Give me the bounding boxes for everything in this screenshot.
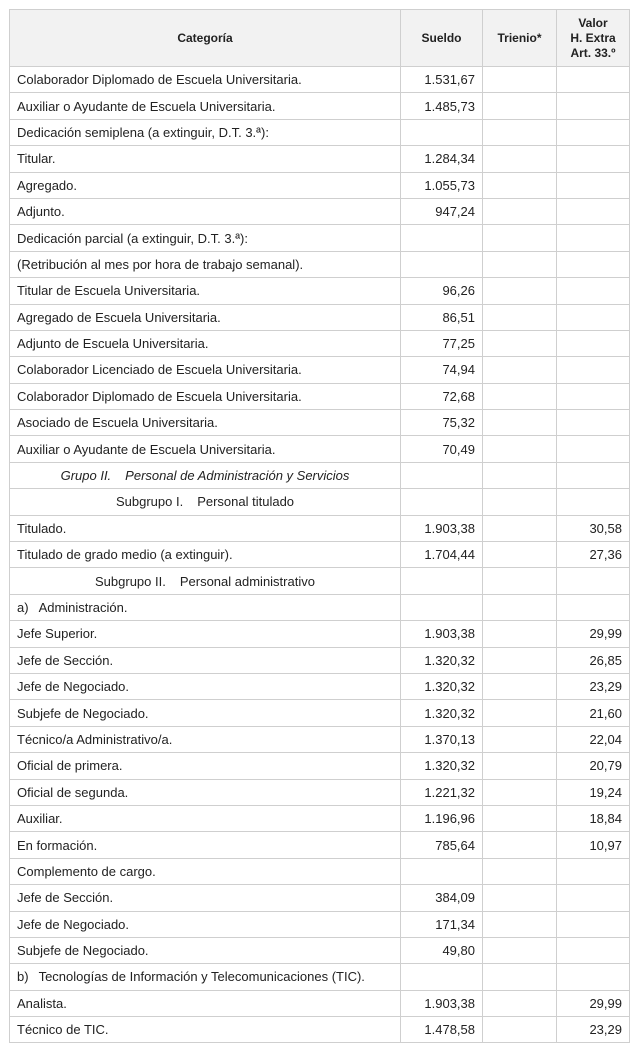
cell-categoria: Titular. (10, 146, 401, 172)
cell-trienio (483, 436, 557, 462)
cell-valor-hora-extra (557, 278, 630, 304)
cell-valor-hora-extra (557, 937, 630, 963)
cell-valor-hora-extra: 29,99 (557, 621, 630, 647)
cell-valor-hora-extra (557, 251, 630, 277)
cell-categoria: Agregado. (10, 172, 401, 198)
cell-categoria: Agregado de Escuela Universitaria. (10, 304, 401, 330)
cell-categoria (10, 594, 401, 620)
table-row (10, 119, 630, 145)
cell-valor-hora-extra (557, 198, 630, 224)
cell-categoria (10, 568, 401, 594)
section-heading-row (10, 594, 630, 620)
cell-valor-hora-extra (557, 911, 630, 937)
cell-sueldo: 1.485,73 (401, 93, 483, 119)
cell-trienio (483, 462, 557, 488)
table-row (10, 726, 630, 752)
cell-categoria: Subjefe de Negociado. (10, 700, 401, 726)
subgroup-heading-row (10, 489, 630, 515)
cell-sueldo (401, 225, 483, 251)
header-row (10, 10, 630, 67)
cell-sueldo (401, 489, 483, 515)
cell-sueldo (401, 119, 483, 145)
cell-categoria: Auxiliar o Ayudante de Escuela Universitaria. (10, 93, 401, 119)
cell-categoria: Jefe Superior. (10, 621, 401, 647)
cell-valor-hora-extra (557, 462, 630, 488)
cell-valor-hora-extra: 23,29 (557, 673, 630, 699)
table-row (10, 885, 630, 911)
cell-valor-hora-extra: 23,29 (557, 1017, 630, 1043)
cell-valor-hora-extra (557, 67, 630, 93)
cell-valor-hora-extra (557, 885, 630, 911)
cell-sueldo: 1.221,32 (401, 779, 483, 805)
cell-sueldo: 1.903,38 (401, 515, 483, 541)
cell-trienio (483, 542, 557, 568)
cell-sueldo: 1.370,13 (401, 726, 483, 752)
heading-title: Personal de Administración y Servicios (125, 468, 350, 484)
table-row (10, 805, 630, 831)
table-body (10, 67, 630, 1043)
table-row (10, 990, 630, 1016)
cell-sueldo (401, 251, 483, 277)
cell-trienio (483, 594, 557, 620)
cell-trienio (483, 726, 557, 752)
table-row (10, 330, 630, 356)
cell-categoria: Subjefe de Negociado. (10, 937, 401, 963)
cell-valor-hora-extra: 22,04 (557, 726, 630, 752)
cell-categoria: Colaborador Diplomado de Escuela Universitaria. (10, 67, 401, 93)
header-sueldo: Sueldo (401, 10, 483, 67)
cell-sueldo: 171,34 (401, 911, 483, 937)
table-row (10, 1017, 630, 1043)
cell-trienio (483, 937, 557, 963)
cell-trienio (483, 225, 557, 251)
table-row (10, 198, 630, 224)
cell-valor-hora-extra (557, 383, 630, 409)
cell-sueldo: 1.320,32 (401, 753, 483, 779)
cell-trienio (483, 278, 557, 304)
cell-valor-hora-extra: 10,97 (557, 832, 630, 858)
cell-trienio (483, 383, 557, 409)
cell-sueldo: 1.320,32 (401, 700, 483, 726)
cell-trienio (483, 673, 557, 699)
header-valor-hora-extra: Valor H. Extra Art. 33.º (557, 10, 630, 67)
cell-valor-hora-extra (557, 568, 630, 594)
cell-trienio (483, 885, 557, 911)
cell-trienio (483, 779, 557, 805)
cell-sueldo: 96,26 (401, 278, 483, 304)
cell-valor-hora-extra: 30,58 (557, 515, 630, 541)
cell-sueldo: 1.320,32 (401, 647, 483, 673)
cell-trienio (483, 621, 557, 647)
table-row (10, 357, 630, 383)
cell-sueldo: 384,09 (401, 885, 483, 911)
cell-trienio (483, 304, 557, 330)
cell-valor-hora-extra: 21,60 (557, 700, 630, 726)
table-row (10, 146, 630, 172)
cell-sueldo: 70,49 (401, 436, 483, 462)
cell-categoria (10, 489, 401, 515)
cell-categoria: Titulado. (10, 515, 401, 541)
cell-sueldo: 1.055,73 (401, 172, 483, 198)
cell-sueldo: 77,25 (401, 330, 483, 356)
cell-trienio (483, 858, 557, 884)
cell-sueldo: 1.196,96 (401, 805, 483, 831)
cell-sueldo: 1.320,32 (401, 673, 483, 699)
cell-categoria: Técnico/a Administrativo/a. (10, 726, 401, 752)
table-row (10, 436, 630, 462)
cell-sueldo: 1.903,38 (401, 621, 483, 647)
cell-categoria: En formación. (10, 832, 401, 858)
subgroup-heading-row (10, 568, 630, 594)
cell-sueldo: 1.284,34 (401, 146, 483, 172)
table-row (10, 410, 630, 436)
heading-label: Subgrupo I. (115, 494, 184, 510)
cell-sueldo: 1.903,38 (401, 990, 483, 1016)
cell-sueldo: 49,80 (401, 937, 483, 963)
cell-valor-hora-extra (557, 330, 630, 356)
cell-categoria: Auxiliar. (10, 805, 401, 831)
heading-title: Personal administrativo (179, 573, 315, 589)
header-categoria: Categoría (10, 10, 401, 67)
cell-trienio (483, 990, 557, 1016)
cell-trienio (483, 647, 557, 673)
cell-valor-hora-extra: 29,99 (557, 990, 630, 1016)
cell-trienio (483, 753, 557, 779)
cell-categoria: Asociado de Escuela Universitaria. (10, 410, 401, 436)
cell-categoria: Dedicación semiplena (a extinguir, D.T. 3.ª): (10, 119, 401, 145)
cell-trienio (483, 357, 557, 383)
cell-trienio (483, 410, 557, 436)
cell-trienio (483, 330, 557, 356)
cell-valor-hora-extra (557, 119, 630, 145)
cell-categoria: Titular de Escuela Universitaria. (10, 278, 401, 304)
cell-sueldo (401, 568, 483, 594)
table-row (10, 779, 630, 805)
table-row (10, 700, 630, 726)
cell-trienio (483, 1017, 557, 1043)
cell-trienio (483, 515, 557, 541)
cell-trienio (483, 146, 557, 172)
cell-valor-hora-extra (557, 146, 630, 172)
cell-valor-hora-extra (557, 594, 630, 620)
cell-trienio (483, 964, 557, 990)
cell-categoria: Colaborador Diplomado de Escuela Universitaria. (10, 383, 401, 409)
heading-title: Tecnologías de Información y Telecomunicaciones (TIC). (38, 969, 365, 985)
table-row (10, 383, 630, 409)
table-row (10, 172, 630, 198)
cell-sueldo (401, 462, 483, 488)
table-row (10, 67, 630, 93)
cell-sueldo: 72,68 (401, 383, 483, 409)
cell-sueldo: 785,64 (401, 832, 483, 858)
table-row (10, 753, 630, 779)
cell-valor-hora-extra (557, 964, 630, 990)
cell-categoria (10, 462, 401, 488)
cell-trienio (483, 198, 557, 224)
cell-valor-hora-extra: 19,24 (557, 779, 630, 805)
cell-categoria: Adjunto. (10, 198, 401, 224)
table-row (10, 832, 630, 858)
cell-valor-hora-extra (557, 410, 630, 436)
cell-trienio (483, 911, 557, 937)
cell-valor-hora-extra: 27,36 (557, 542, 630, 568)
group-heading-row (10, 462, 630, 488)
cell-sueldo (401, 594, 483, 620)
cell-valor-hora-extra (557, 172, 630, 198)
cell-valor-hora-extra (557, 489, 630, 515)
cell-sueldo (401, 964, 483, 990)
cell-categoria (10, 964, 401, 990)
cell-categoria: Jefe de Sección. (10, 885, 401, 911)
cell-valor-hora-extra (557, 225, 630, 251)
cell-sueldo: 86,51 (401, 304, 483, 330)
table-row (10, 937, 630, 963)
cell-trienio (483, 172, 557, 198)
cell-categoria: Colaborador Licenciado de Escuela Universitaria. (10, 357, 401, 383)
cell-valor-hora-extra: 18,84 (557, 805, 630, 831)
heading-label: Grupo II. (60, 468, 112, 484)
cell-sueldo: 75,32 (401, 410, 483, 436)
cell-valor-hora-extra (557, 93, 630, 119)
cell-categoria: Titulado de grado medio (a extinguir). (10, 542, 401, 568)
heading-label: a) (17, 600, 29, 615)
cell-categoria: (Retribución al mes por hora de trabajo semanal). (10, 251, 401, 277)
header-trienio: Trienio* (483, 10, 557, 67)
cell-valor-hora-extra: 26,85 (557, 647, 630, 673)
heading-title: Personal titulado (197, 494, 295, 510)
cell-trienio (483, 805, 557, 831)
cell-categoria: Auxiliar o Ayudante de Escuela Universitaria. (10, 436, 401, 462)
cell-trienio (483, 700, 557, 726)
cell-categoria: Jefe de Negociado. (10, 673, 401, 699)
cell-categoria: Adjunto de Escuela Universitaria. (10, 330, 401, 356)
cell-trienio (483, 119, 557, 145)
table-row (10, 858, 630, 884)
cell-sueldo: 1.704,44 (401, 542, 483, 568)
table-row (10, 673, 630, 699)
cell-categoria: Analista. (10, 990, 401, 1016)
cell-trienio (483, 832, 557, 858)
cell-trienio (483, 489, 557, 515)
cell-sueldo: 947,24 (401, 198, 483, 224)
table-row (10, 93, 630, 119)
cell-categoria: Oficial de primera. (10, 753, 401, 779)
cell-sueldo: 1.478,58 (401, 1017, 483, 1043)
cell-categoria: Jefe de Negociado. (10, 911, 401, 937)
cell-trienio (483, 251, 557, 277)
heading-label: Subgrupo II. (95, 573, 166, 589)
salary-table (9, 9, 630, 1043)
cell-categoria: Oficial de segunda. (10, 779, 401, 805)
cell-valor-hora-extra: 20,79 (557, 753, 630, 779)
table-row (10, 515, 630, 541)
table-row (10, 911, 630, 937)
cell-trienio (483, 568, 557, 594)
table-row (10, 251, 630, 277)
table-row (10, 647, 630, 673)
cell-sueldo (401, 858, 483, 884)
cell-valor-hora-extra (557, 436, 630, 462)
cell-valor-hora-extra (557, 357, 630, 383)
table-row (10, 278, 630, 304)
cell-categoria: Técnico de TIC. (10, 1017, 401, 1043)
section-heading-row (10, 964, 630, 990)
cell-categoria: Complemento de cargo. (10, 858, 401, 884)
cell-categoria: Jefe de Sección. (10, 647, 401, 673)
cell-trienio (483, 67, 557, 93)
cell-valor-hora-extra (557, 304, 630, 330)
heading-label: b) (17, 969, 29, 985)
cell-trienio (483, 93, 557, 119)
cell-categoria: Dedicación parcial (a extinguir, D.T. 3.ª): (10, 225, 401, 251)
table-row (10, 225, 630, 251)
table-row (10, 542, 630, 568)
cell-sueldo: 1.531,67 (401, 67, 483, 93)
heading-title: Administración. (38, 600, 128, 615)
cell-sueldo: 74,94 (401, 357, 483, 383)
table-row (10, 304, 630, 330)
cell-valor-hora-extra (557, 858, 630, 884)
table-row (10, 621, 630, 647)
